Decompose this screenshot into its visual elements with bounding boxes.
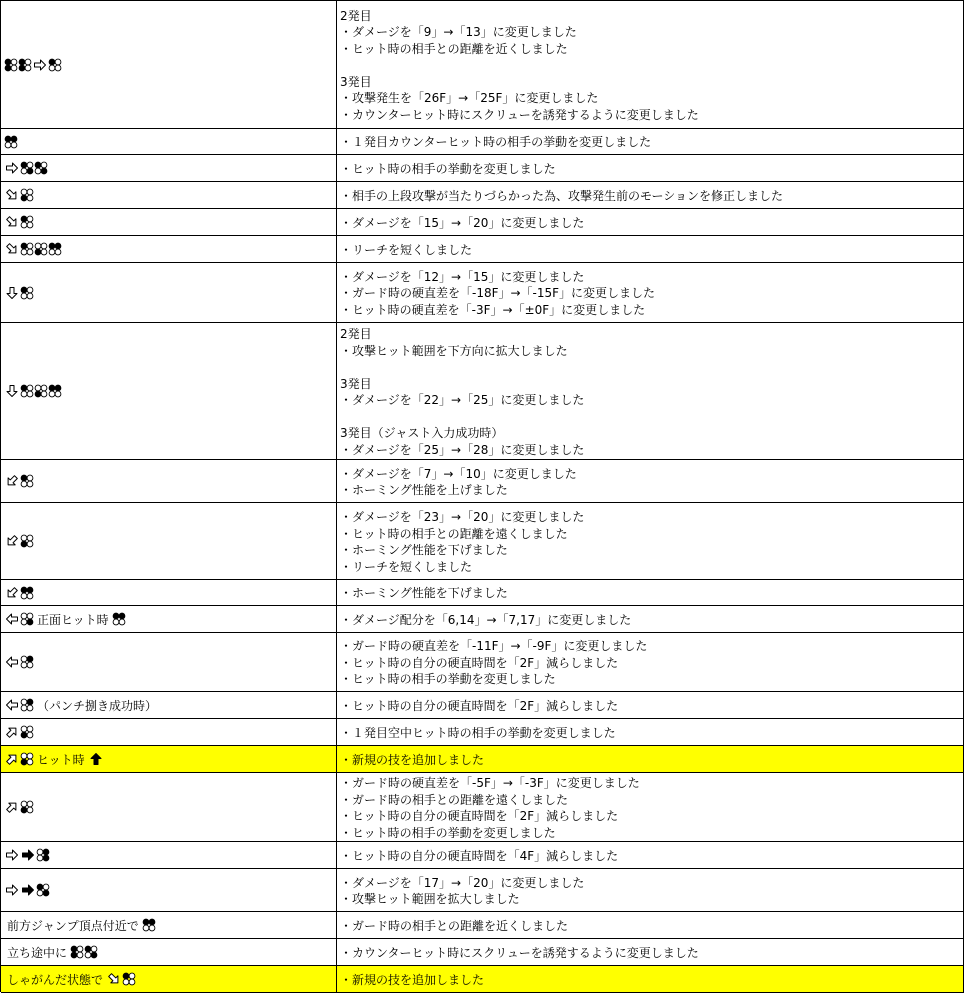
table-row [1, 155, 964, 182]
table-row [1, 209, 964, 236]
move-command-cell [1, 939, 337, 965]
button-input-icon [20, 533, 34, 549]
change-note: 2発目 [340, 8, 372, 23]
change-note: ・ダメージ配分を「6,14」→「7,17」に変更しました [340, 612, 632, 627]
button-input-icon [20, 285, 34, 301]
change-note: ・ダメージを「15」→「20」に変更しました [340, 215, 585, 230]
move-command-cell [1, 633, 337, 691]
change-note: ・ガード時の硬直差を「-11F」→「-9F」に変更しました [340, 639, 648, 654]
change-note: ・ヒット時の相手との距離を遠くしました [340, 526, 568, 541]
move-command-cell [1, 460, 337, 502]
change-note: ・カウンターヒット時にスクリューを誘発するように変更しました [340, 107, 699, 122]
change-note: ・ヒット時の自分の硬直時間を「4F」減らしました [340, 848, 619, 863]
direction-down-right-arrow-icon [4, 187, 20, 203]
change-note: ・ヒット時の自分の硬直時間を「2F」減らしました [340, 698, 619, 713]
change-note: ・ヒット時の相手との距離を近くしました [340, 41, 568, 56]
direction-down-arrow-icon [4, 383, 20, 399]
direction-left-arrow-icon [4, 611, 20, 627]
table-row [1, 606, 964, 633]
change-notes-cell [337, 1, 964, 128]
move-command-cell [1, 503, 337, 579]
button-input-icon [20, 751, 34, 767]
note-spacer [340, 409, 963, 426]
table-row [1, 503, 964, 580]
change-notes-cell [337, 719, 964, 745]
button-input-icon [34, 241, 48, 257]
direction-up-filled-arrow-icon [88, 751, 104, 767]
move-command-cell [1, 263, 337, 322]
direction-down-right-arrow-icon [4, 214, 20, 230]
button-input-icon [4, 57, 18, 73]
table-row [1, 460, 964, 503]
change-note: ・攻撃発生を「26F」→「25F」に変更しました [340, 91, 599, 106]
command-condition-text: しゃがんだ状態で [7, 972, 104, 987]
change-note: ・ダメージを「17」→「20」に変更しました [340, 875, 585, 890]
button-input-icon [48, 57, 62, 73]
button-input-icon [20, 585, 34, 601]
button-input-icon [4, 134, 18, 150]
change-note: ・ダメージを「23」→「20」に変更しました [340, 510, 585, 524]
table-row [1, 939, 964, 966]
move-command-cell [1, 966, 337, 992]
change-note: ・ダメージを「12」→「15」に変更しました [340, 269, 585, 284]
button-input-icon [18, 57, 32, 73]
direction-up-right-arrow-icon [4, 799, 20, 815]
button-input-icon [20, 611, 34, 627]
direction-right-arrow-icon [32, 57, 48, 73]
move-command-cell [1, 129, 337, 154]
change-notes-cell [337, 746, 964, 772]
button-input-icon [70, 944, 84, 960]
move-command-cell [1, 606, 337, 632]
change-note: 3発目 [340, 376, 372, 391]
command-condition-text: 前方ジャンプ頂点付近で [7, 918, 139, 933]
change-notes-cell [337, 966, 964, 992]
button-input-icon [20, 160, 34, 176]
button-input-icon [48, 383, 62, 399]
direction-down-right-arrow-icon [4, 241, 20, 257]
button-input-icon [34, 383, 48, 399]
button-input-icon [84, 944, 98, 960]
change-note: ・カウンターヒット時にスクリューを誘発するように変更しました [340, 945, 699, 960]
direction-up-right-arrow-icon [4, 751, 20, 767]
change-note: ・新規の技を追加しました [340, 972, 485, 987]
change-notes-cell [337, 129, 964, 154]
change-notes-cell [337, 209, 964, 235]
table-row [1, 773, 964, 842]
direction-down-arrow-icon [4, 285, 20, 301]
direction-right-filled-arrow-icon [20, 882, 36, 898]
change-note: ・ガード時の相手との距離を近くしました [340, 918, 569, 933]
table-row [1, 912, 964, 939]
change-notes-cell [337, 633, 964, 691]
change-note: ・ガード時の硬直差を「-18F」→「-15F」に変更しました [340, 286, 656, 301]
change-note: 3発目（ジャスト入力成功時） [340, 426, 504, 440]
button-input-icon [20, 473, 34, 489]
direction-down-left-arrow-icon [4, 585, 20, 601]
move-command-cell [1, 746, 337, 772]
change-notes-cell [337, 912, 964, 938]
note-spacer [340, 359, 963, 376]
table-row-new-move [1, 746, 964, 773]
table-row [1, 692, 964, 719]
change-note: ・相手の上段攻撃が当たりづらかった為、攻撃発生前のモーションを修正しました [340, 188, 784, 203]
change-note: 3発目 [340, 74, 372, 89]
change-notes-cell [337, 692, 964, 718]
button-input-icon [48, 241, 62, 257]
button-input-icon [20, 697, 34, 713]
button-input-icon [34, 160, 48, 176]
button-input-icon [20, 654, 34, 670]
change-notes-cell [337, 939, 964, 965]
table-row [1, 182, 964, 209]
change-notes-cell [337, 580, 964, 605]
direction-down-left-arrow-icon [4, 533, 20, 549]
change-note: ・ホーミング性能を上げました [340, 483, 508, 497]
change-notes-cell [337, 182, 964, 208]
change-notes-cell [337, 236, 964, 262]
direction-down-right-arrow-icon [106, 971, 122, 987]
command-condition-text: 正面ヒット時 [37, 612, 109, 627]
table-row [1, 236, 964, 263]
change-notes-cell [337, 842, 964, 868]
change-note: ・ヒット時の相手の挙動を変更しました [340, 672, 556, 687]
change-note: 2発目 [340, 327, 372, 341]
move-command-cell [1, 209, 337, 235]
change-note: ・攻撃ヒット範囲を拡大しました [340, 892, 520, 906]
change-note: ・ヒット時の相手の挙動を変更しました [340, 161, 556, 176]
button-input-icon [20, 383, 34, 399]
change-note: ・リーチを短くしました [340, 242, 473, 257]
direction-left-arrow-icon [4, 697, 20, 713]
move-command-cell [1, 719, 337, 745]
button-input-icon [20, 799, 34, 815]
command-condition-text: （パンチ捌き成功時） [37, 698, 158, 713]
button-input-icon [142, 917, 156, 933]
change-note: ・ホーミング性能を下げました [340, 543, 508, 557]
button-input-icon [20, 241, 34, 257]
change-note: ・１発目空中ヒット時の相手の挙動を変更しました [340, 725, 616, 740]
table-row [1, 633, 964, 692]
change-notes-cell [337, 263, 964, 322]
table-row [1, 129, 964, 155]
change-note: ・ダメージを「7」→「10」に変更しました [340, 466, 577, 481]
direction-up-right-arrow-icon [4, 724, 20, 740]
change-note: ・ヒット時の相手の挙動を変更しました [340, 825, 556, 840]
change-note: ・ヒット時の自分の硬直時間を「2F」減らしました [340, 809, 619, 823]
change-note: ・攻撃ヒット範囲を下方向に拡大しました [340, 343, 568, 358]
command-condition-text: ヒット時 [37, 752, 85, 767]
direction-left-arrow-icon [4, 654, 20, 670]
move-command-cell [1, 323, 337, 459]
change-note: ・ヒット時の硬直差を「-3F」→「±0F」に変更しました [340, 302, 646, 317]
button-input-icon [122, 971, 136, 987]
move-command-cell [1, 773, 337, 841]
change-note: ・リーチを短くしました [340, 559, 473, 574]
command-condition-text: 立ち途中に [7, 945, 68, 960]
change-note: ・ホーミング性能を下げました [340, 586, 508, 601]
change-note: ・ガード時の硬直差を「-5F」→「-3F」に変更しました [340, 776, 640, 790]
button-input-icon [112, 611, 126, 627]
direction-right-arrow-icon [4, 882, 20, 898]
move-command-cell [1, 842, 337, 868]
button-input-icon [20, 214, 34, 230]
change-notes-cell [337, 773, 964, 841]
table-row [1, 1, 964, 129]
change-note: ・１発目カウンターヒット時の相手の挙動を変更しました [340, 135, 652, 150]
change-note: ・ダメージを「25」→「28」に変更しました [340, 442, 585, 457]
move-command-cell [1, 912, 337, 938]
change-notes-cell [337, 323, 964, 459]
change-notes-cell [337, 869, 964, 911]
change-note: ・ダメージを「9」→「13」に変更しました [340, 25, 577, 40]
table-row [1, 323, 964, 460]
direction-right-arrow-icon [4, 160, 20, 176]
table-row [1, 869, 964, 912]
button-input-icon [36, 847, 50, 863]
table-row [1, 842, 964, 869]
change-note: ・ガード時の相手との距離を遠くしました [340, 792, 569, 807]
change-notes-cell [337, 155, 964, 181]
change-note: ・ダメージを「22」→「25」に変更しました [340, 393, 585, 407]
change-note: ・新規の技を追加しました [340, 752, 485, 767]
move-command-cell [1, 236, 337, 262]
move-command-cell [1, 869, 337, 911]
direction-right-arrow-icon [4, 847, 20, 863]
change-notes-cell [337, 460, 964, 502]
direction-right-filled-arrow-icon [20, 847, 36, 863]
move-command-cell [1, 692, 337, 718]
button-input-icon [36, 882, 50, 898]
direction-down-left-arrow-icon [4, 473, 20, 489]
move-command-cell [1, 155, 337, 181]
change-note: ・ヒット時の自分の硬直時間を「2F」減らしました [340, 655, 619, 670]
table-row [1, 263, 964, 323]
change-notes-cell [337, 503, 964, 579]
button-input-icon [20, 724, 34, 740]
note-spacer [340, 57, 963, 74]
button-input-icon [20, 187, 34, 203]
move-command-cell [1, 580, 337, 605]
table-row-new-move [1, 966, 964, 993]
table-row [1, 580, 964, 606]
move-command-cell [1, 182, 337, 208]
move-command-cell [1, 1, 337, 128]
table-row [1, 719, 964, 746]
change-notes-cell [337, 606, 964, 632]
